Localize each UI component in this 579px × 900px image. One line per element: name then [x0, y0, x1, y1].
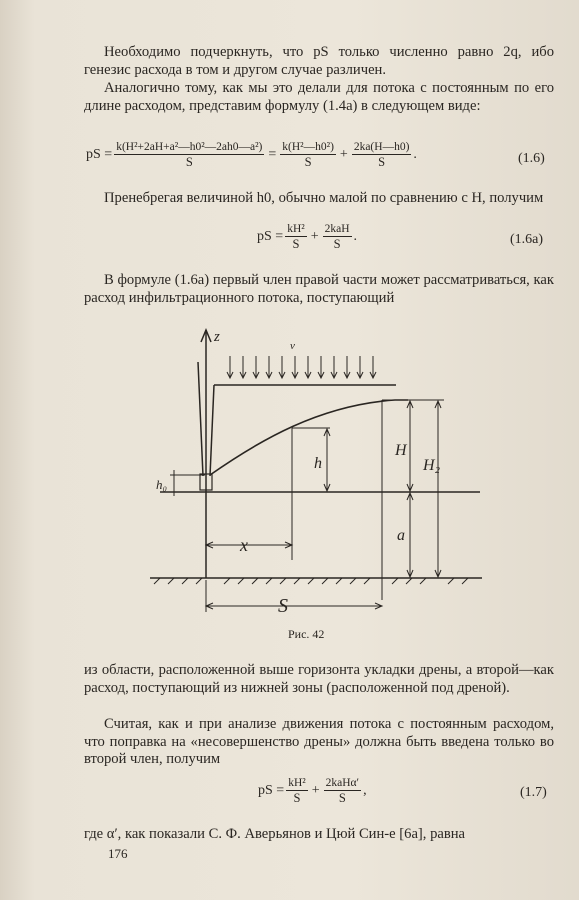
paragraph-5: из области, расположенной выше горизонта укладки дрены, а второй—как расход, поступающий из нижней зоны (расположенной под дреной).	[84, 662, 554, 696]
label-H2: H₂	[423, 457, 441, 474]
formula-lhs: pS =	[86, 147, 113, 162]
denominator: S	[293, 791, 301, 805]
drain-wall-right	[210, 385, 214, 476]
formula-tail: ,	[363, 783, 367, 798]
paragraph-6: Считая, как и при анализе движения потока с постоянным расходом, что поправка на «несовершенство дрены» должна быть введена только во второй член, получим	[84, 716, 554, 767]
label-S: S	[278, 595, 288, 617]
formula-tail: .	[413, 147, 417, 162]
denominator: S	[304, 155, 312, 169]
formula-lhs: pS =	[258, 783, 285, 798]
formula-lhs: pS =	[257, 229, 284, 244]
figure-caption: Рис. 42	[288, 627, 325, 641]
equation-number: (1.6а)	[510, 232, 544, 247]
denominator: S	[338, 791, 346, 805]
paragraph-4: В формуле (1.6а) первый член правой части может рассматриваться, как расход инфильтрационного потока, поступающий	[84, 272, 554, 306]
paragraph-2: Аналогично тому, как мы это делали для потока с постоянным по его длине расходом, представим формулу (1.4а) в следующем виде:	[84, 80, 554, 114]
drain-wall-left	[198, 362, 203, 476]
denominator: S	[185, 155, 193, 169]
equation-number: (1.6)	[518, 151, 545, 166]
operator: =	[268, 147, 277, 162]
equation-number: (1.7)	[520, 785, 547, 800]
denominator: S	[378, 155, 386, 169]
operator: +	[339, 147, 348, 162]
depression-curve	[210, 400, 408, 475]
numerator: k(H²+2aH+a²—h0²—2ah0—a²)	[116, 141, 263, 153]
formula-tail: .	[353, 229, 358, 244]
numerator: 2kaH	[324, 223, 350, 235]
paragraph-3: Пренебрегая величиной h0, обычно малой по сравнению с H, получим	[104, 190, 544, 206]
denominator: S	[292, 237, 300, 251]
numerator: 2ka(H—h0)	[353, 141, 410, 153]
numerator: kH²	[288, 777, 306, 789]
fraction	[324, 776, 361, 806]
label-a: a	[397, 527, 405, 544]
label-z: z	[214, 329, 220, 345]
paragraph-1: Необходимо подчеркнуть, что pS только численно равно 2q, ибо генезис расхода в том и другом случае различен.	[84, 44, 554, 78]
numerator: k(H²—h0²)	[282, 141, 334, 153]
numerator: 2kaHα′	[325, 777, 360, 789]
infiltration-arrows	[227, 356, 376, 378]
label-h0: h₀	[156, 477, 168, 492]
fraction	[286, 776, 308, 806]
label-x: x	[240, 535, 248, 555]
label-v: v	[290, 340, 295, 352]
denominator: S	[333, 237, 341, 251]
operator: +	[311, 783, 320, 798]
label-h: h	[314, 455, 322, 472]
base-hatching	[154, 578, 468, 584]
paragraph-7: где α′, как показали С. Ф. Аверьянов и Цюй Син-е [6а], равна	[84, 826, 466, 842]
numerator: kH²	[287, 223, 305, 235]
operator: +	[310, 229, 319, 244]
formula-1-7	[258, 776, 367, 806]
page-number: 176	[108, 846, 128, 861]
label-H: H	[395, 442, 407, 459]
